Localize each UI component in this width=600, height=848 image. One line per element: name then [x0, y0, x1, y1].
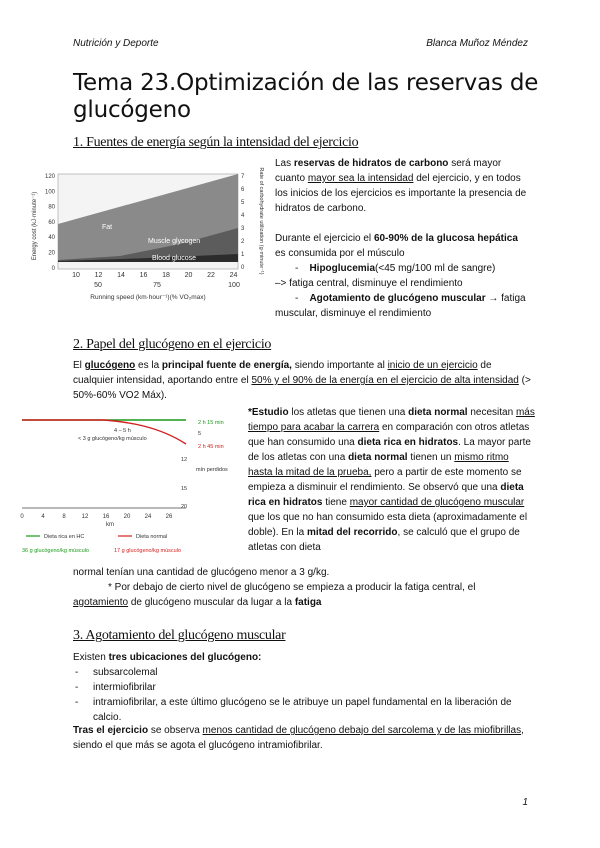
text-run: tiene [322, 497, 350, 508]
fatigue-paragraph [73, 580, 533, 610]
chart1-ytick-right: 4 [241, 213, 245, 219]
text-run: siendo importante al [291, 360, 388, 371]
chart1-label-blood: Blood glucose [152, 255, 196, 262]
text-run: , se calculó que el grupo de atletas con dieta [248, 527, 520, 553]
chart1-xtick: 12 [94, 272, 103, 279]
chart1-label-fat: Fat [102, 224, 113, 231]
chart2-xtick: 4 [41, 514, 45, 520]
text-run: será mayor cuanto [275, 158, 502, 184]
chart1-xtick-pct: 100 [228, 282, 240, 289]
section-1-heading: 1. Fuentes de energía según la intensidad del ejercicio [73, 135, 359, 150]
intro-paragraph [275, 156, 530, 216]
glucose-paragraph [275, 231, 530, 261]
chart1-ytick-right: 6 [241, 187, 245, 193]
text-run: (<45 mg/100 ml de sangre) [375, 263, 496, 274]
text-run-bold: principal fuente de energía, [161, 360, 292, 371]
chart2-right-label: 12 [181, 457, 188, 463]
list-item: - subsarcolemal [73, 665, 513, 680]
legend-green-label: Dieta rica en HC [44, 534, 85, 540]
chart2-xlabel: km [106, 522, 114, 528]
chart1-ytick-right: 1 [241, 252, 245, 258]
dash-marker: - [295, 293, 310, 304]
list-item: - intramiofibrilar, a este último glucógeno se le atribuye un papel fundamental en la liberación de calcio. [73, 695, 513, 725]
list-item: - intermiofibrilar [73, 680, 513, 695]
text-run: es la [135, 360, 162, 371]
glycogen-depletion-item [275, 291, 535, 321]
chart1-ylabel-left: Energy cost (kJ·minute⁻¹) [32, 191, 38, 261]
chart1-xtick: 22 [207, 272, 215, 279]
locations-intro [73, 650, 533, 665]
text-run: que los que no han consumido esta dieta (aproximadamente el doble). En la [248, 512, 528, 538]
page-title: Tema 23.Optimización de las reservas de glucógeno [73, 70, 539, 123]
text-run: es consumida por el músculo [275, 248, 405, 259]
chart1-ytick-left: 120 [44, 174, 55, 180]
text-run-bold: Agotamiento de glucógeno muscular [309, 293, 486, 304]
chart1-xlabel: Running speed (km·hour⁻¹)(% VO₂max) [90, 294, 206, 301]
text-run: Durante el ejercicio el [275, 233, 374, 244]
chart1-ytick-left: 60 [48, 219, 55, 226]
chart2-xtick: 26 [165, 514, 173, 520]
chart2-right-label: 20 [181, 504, 188, 510]
chart2-xtick: 24 [144, 514, 152, 520]
chart1-ytick-right: 5 [241, 200, 245, 206]
text-run: → fatiga muscular, disminuye el rendimiento [275, 293, 526, 319]
text-run-underlined: más tiempo para acabar la carrera [248, 407, 535, 433]
text-run-underlined: 50% y el 90% de la energía en el ejercicio de alta intensidad [251, 375, 519, 386]
chart1-ytick-left: 40 [48, 235, 55, 242]
chart1-ytick-right: 3 [241, 226, 245, 232]
chart1-xtick: 24 [229, 272, 238, 279]
text-run: pero a partir de este momento se empieza a disminuir el rendimiento. Se observó que una [248, 467, 522, 493]
text-run: se observa [148, 725, 203, 736]
chart2-xtick: 16 [102, 514, 110, 520]
text-run-bold-underlined: glucógeno [84, 360, 136, 371]
chart2-xtick: 0 [20, 514, 24, 520]
text-run-underlined: mismo ritmo hasta la mitad de la prueba, [248, 452, 509, 478]
legend-red-label: Dieta normal [136, 534, 168, 540]
chart1-xtick-pct: 75 [153, 282, 161, 289]
chart2-label-high-hc: 4 – 5 h [114, 428, 131, 434]
text-run-underlined: inicio de un ejercicio [387, 360, 478, 371]
text-run: . La mayor parte de los atletas con una [248, 437, 531, 463]
text-run: , siendo el que más se agota el glucógeno intramiofibrilar. [73, 725, 524, 751]
page-number: 1 [522, 797, 528, 808]
hypoglycemia-item [275, 261, 535, 291]
chart1-xtick: 14 [117, 272, 125, 279]
text-run: necesitan [467, 407, 516, 418]
chart2-right-label: 2 h 15 min [198, 420, 224, 426]
section-3-heading: 3. Agotamiento del glucógeno muscular [73, 628, 286, 643]
chart2-xtick: 12 [81, 514, 89, 520]
text-run: del ejercicio, y en todos los inicios de los ejercicios es importante la presencia de hidratos de carbono. [275, 173, 527, 214]
chart1-xtick-pct: 50 [94, 282, 102, 289]
text-run-bold: dieta rica en hidratos [248, 482, 524, 508]
text-run: –> fatiga central, disminuye el rendimiento [275, 278, 463, 289]
glycogen-role-paragraph [73, 358, 533, 403]
text-run: de cualquier intensidad, aportando entre el [73, 360, 492, 386]
text-run: Las [275, 158, 294, 169]
diet-performance-chart [18, 410, 258, 560]
text-run: de glucógeno muscular da lugar a la [128, 597, 295, 608]
chart1-ytick-left: 80 [48, 204, 55, 211]
text-run-underlined: mayor sea la intensidad [307, 173, 414, 184]
chart1-ytick-right: 0 [241, 265, 245, 271]
header-left: Nutrición y Deporte [73, 38, 159, 49]
text-run-bold: Tras el ejercicio [73, 725, 149, 736]
chart1-xtick: 10 [72, 272, 80, 279]
chart2-xtick: 20 [123, 514, 131, 520]
text-run-bold: dieta normal [348, 452, 408, 463]
chart2-right-label: 2 h 45 min [198, 444, 224, 450]
header-right: Blanca Muñoz Méndez [426, 38, 528, 49]
study-paragraph [248, 405, 535, 555]
text-run: Existen [73, 652, 109, 663]
text-run: los atletas que tienen una [288, 407, 409, 418]
chart1-xtick: 20 [184, 272, 193, 279]
text-run-bold: dieta normal [408, 407, 468, 418]
text-run: * Por debajo de cierto nivel de glucógeno se empieza a producir la fatiga central, el [108, 582, 476, 593]
dash-marker: - [295, 263, 310, 274]
post-exercise-paragraph [73, 723, 533, 753]
text-run-bold: mitad del recorrido [306, 527, 398, 538]
energy-sources-chart [30, 166, 270, 303]
text-run-underlined: agotamiento [73, 597, 129, 608]
chart2-label-lt3: < 3 g glucógeno/kg músculo [78, 436, 147, 442]
chart2-xtick: 8 [62, 514, 66, 520]
text-run: en comparación con otros atletas que han consumido una [248, 422, 530, 448]
text-run-underlined: mayor cantidad de glucógeno muscular [349, 497, 525, 508]
chart1-xtick: 16 [139, 272, 148, 279]
text-run-bold: 60-90% de la glucosa hepática [373, 233, 518, 244]
text-run-bold: reservas de hidratos de carbono [293, 158, 449, 169]
text-run-bold: *Estudio [248, 407, 289, 418]
chart1-ytick-right: 7 [241, 174, 245, 180]
glycogen-locations-list [73, 665, 513, 725]
chart1-ytick-left: 20 [48, 250, 55, 257]
legend-green-sub: 36 g glucógeno/kg músculo [22, 548, 89, 554]
legend-red-sub: 17 g glucógeno/kg músculo [114, 548, 181, 554]
chart1-ytick-left: 0 [51, 265, 55, 272]
chart2-right-label: mín perdidos [196, 467, 228, 473]
chart1-xtick: 18 [162, 272, 170, 279]
text-run-bold: dieta rica en hidratos [357, 437, 459, 448]
chart1-ytick-left: 100 [44, 189, 55, 196]
chart1-ytick-right: 2 [241, 239, 245, 245]
text-run-bold: Hipoglucemia [309, 263, 376, 274]
chart2-right-label: 15 [181, 486, 188, 492]
text-run: El [73, 360, 85, 371]
chart2-right-label: 5 [198, 431, 202, 437]
text-run-bold: fatiga [294, 597, 322, 608]
chart1-label-muscle: Muscle glycogen [148, 238, 201, 245]
study-paragraph-end: normal tenían una cantidad de glucógeno menor a 3 g/kg. [73, 567, 330, 578]
text-run: tienen un [407, 452, 455, 463]
chart1-ylabel-right: Rate of carbohydrate utilization (g·minute⁻¹) [258, 167, 264, 275]
text-run-bold: tres ubicaciones del glucógeno: [108, 652, 262, 663]
section-2-heading: 2. Papel del glucógeno en el ejercicio [73, 337, 272, 352]
text-run-underlined: menos cantidad de glucógeno debajo del sarcolema y de las miofibrillas [202, 725, 522, 736]
text-run: (> 50%-60% VO2 Máx). [73, 375, 531, 401]
